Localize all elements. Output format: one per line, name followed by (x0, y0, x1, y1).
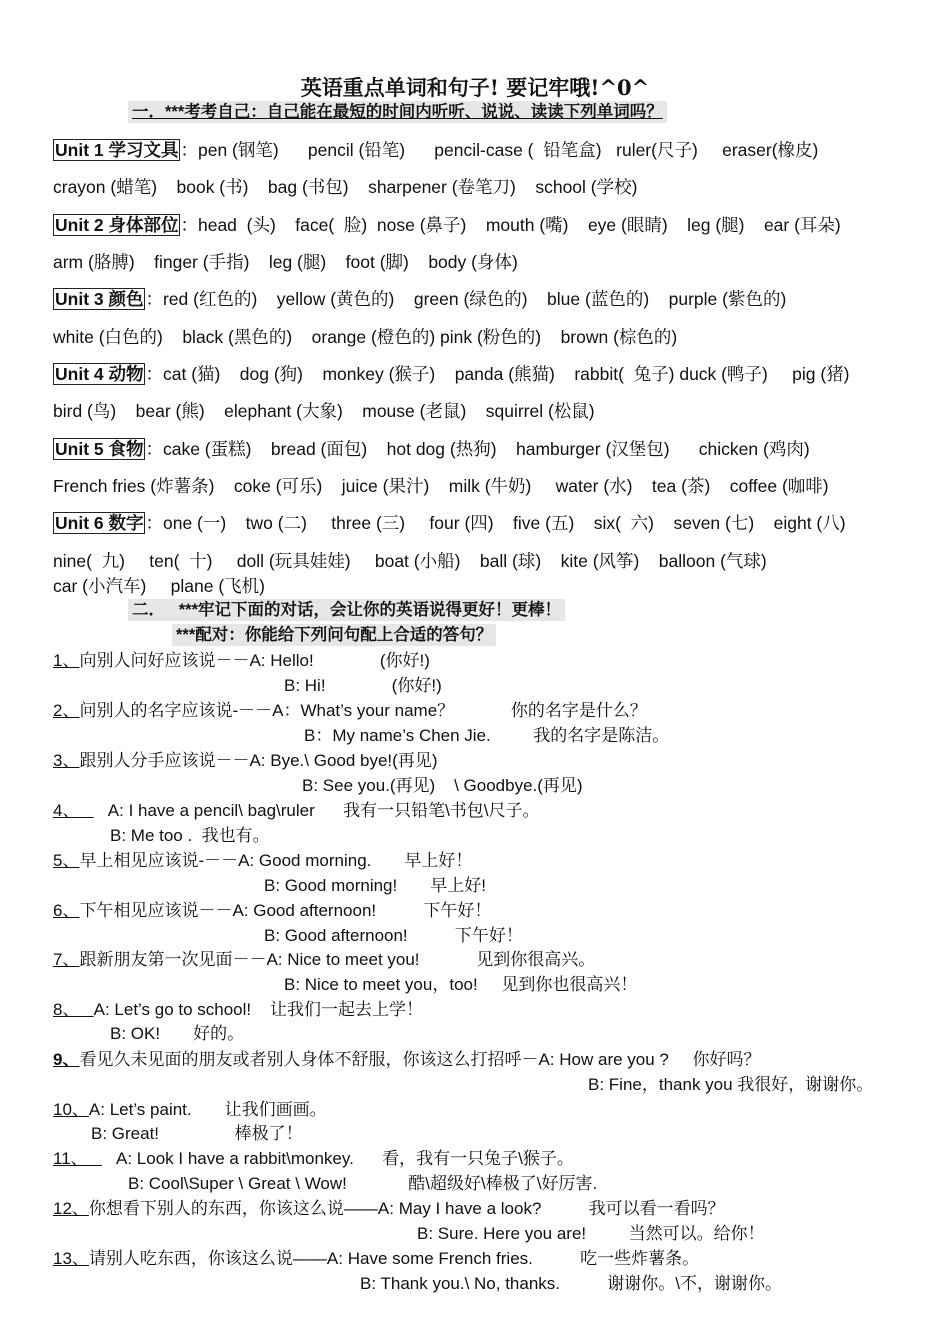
unit5-line1 (53, 438, 810, 460)
unit2-label: Unit 2 身体部位 (55, 215, 179, 235)
dialog8-prompt (53, 998, 423, 1022)
dialog7-question: 跟新朋友第一次见面－－A: Nice to meet you! 见到你很高兴。 (79, 950, 596, 969)
page-title: 英语重点单词和句子! 要记牢哦!^0^ (300, 75, 650, 100)
dialog9-answer: B: Fine，thank you 我很好，谢谢你。 (588, 1075, 874, 1094)
dialog10-num: 10、 (53, 1100, 89, 1119)
dialog12-question: 你想看下别人的东西，你该这么说——A: May I have a look? 我可以看一看吗？ (88, 1199, 725, 1218)
dialog9-num: 9、 (53, 1050, 80, 1069)
unit6-line3: car (小汽车) plane (飞机) (53, 576, 265, 596)
dialog8-question: A: Let’s go to school! 让我们一起去上学！ (93, 1000, 424, 1019)
unit3-line1 (53, 288, 786, 310)
dialog10-answer: B: Great! 棒极了！ (91, 1124, 303, 1143)
dialog4-answer: B: Me too . 我也有。 (110, 826, 270, 845)
dialog12-num: 12、 (53, 1199, 89, 1218)
unit4-label: Unit 4 动物 (55, 364, 144, 384)
dialog13-num: 13、 (53, 1249, 89, 1268)
dialog10-question: A: Let’s paint. 让我们画画。 (88, 1100, 327, 1119)
dialog5-answer: B: Good morning! 早上好! (264, 876, 487, 895)
unit6-words-a: ：one (一) two (二) three (三) four (四) five (五) six( 六) seven (七) eight (八) (145, 513, 846, 533)
dialog3-question: 跟别人分手应该说－－A: Bye.\ Good bye!(再见) (79, 751, 438, 770)
dialog10-prompt (53, 1098, 327, 1122)
unit4-line1 (53, 363, 850, 385)
dialog5-question: 早上相见应该说-－－A: Good morning. 早上好！ (79, 851, 473, 870)
dialog5-num: 5、 (53, 851, 80, 870)
dialog2-answer: B：My name’s Chen Jie. 我的名字是陈洁。 (304, 726, 670, 745)
dialog11-num: 11、 (53, 1149, 102, 1168)
dialog3-answer: B: See you.(再见) \ Goodbye.(再见) (302, 776, 583, 795)
unit6-line2: nine( 九) ten( 十) doll (玩具娃娃) boat (小船) ball (球) kite (风筝) balloon (气球) (53, 551, 767, 571)
dialog11-prompt (53, 1147, 574, 1171)
dialog4-question: A: I have a pencil\ bag\ruler 我有一只铅笔\书包\尺子。 (93, 801, 540, 820)
dialog12-answer: B: Sure. Here you are! 当然可以。给你！ (417, 1224, 765, 1243)
dialog2-num: 2、 (53, 701, 80, 720)
unit2-line1 (53, 214, 841, 236)
dialog1-question: 向别人问好应该说－－A: Hello! (你好!) (79, 651, 430, 670)
dialog1-answer: B: Hi! (你好!) (284, 676, 442, 695)
unit1-line2: crayon (蜡笔) book (书) bag (书包) sharpener (卷笔刀) school (学校) (53, 177, 638, 197)
unit2-words-a: ：head (头) face( 脸) nose (鼻子) mouth (嘴) eye (眼睛) leg (腿) ear (耳朵) (180, 215, 841, 235)
unit5-line2: French fries (炸薯条) coke (可乐) juice (果汁) milk (牛奶) water (水) tea (茶) coffee (咖啡) (53, 476, 829, 496)
dialog11-question: A: Look I have a rabbit\monkey. 看，我有一只兔子\猴子。 (101, 1149, 574, 1168)
section1-heading: 一．***考考自己：自己能在最短的时间内听听、说说、读读下列单词吗？ (128, 101, 667, 123)
dialog3-num: 3、 (53, 751, 80, 770)
dialog6-question: 下午相见应该说－－A: Good afternoon! 下午好！ (79, 901, 492, 920)
unit2-line2: arm (胳膊) finger (手指) leg (腿) foot (脚) body (身体) (53, 252, 518, 272)
section2-heading: 二． ***牢记下面的对话，会让你的英语说得更好！更棒！ (128, 599, 565, 621)
dialog6-num: 6、 (53, 901, 80, 920)
dialog8-answer: B: OK! 好的。 (110, 1024, 245, 1043)
dialog13-answer: B: Thank you.\ No, thanks. 谢谢你。\不，谢谢你。 (360, 1274, 782, 1293)
unit3-line2: white (白色的) black (黑色的) orange (橙色的) pink (粉色的) brown (棕色的) (53, 327, 678, 347)
unit4-line2: bird (鸟) bear (熊) elephant (大象) mouse (老鼠) squirrel (松鼠) (53, 401, 595, 421)
dialog4-prompt (53, 799, 540, 823)
dialog2-question: 问别人的名字应该说-－－A：What’s your name？ 你的名字是什么？ (79, 701, 647, 720)
dialog2-prompt (53, 699, 647, 723)
unit3-label: Unit 3 颜色 (55, 289, 144, 309)
unit6-line1 (53, 512, 846, 534)
dialog8-num: 8、 (53, 1000, 94, 1019)
unit1-label: Unit 1 学习文具 (55, 140, 179, 160)
dialog7-prompt (53, 948, 595, 972)
dialog11-answer: B: Cool\Super \ Great \ Wow! 酷\超级好\棒极了\好厉害. (128, 1174, 598, 1193)
dialog7-num: 7、 (53, 950, 80, 969)
dialog9-prompt (53, 1048, 760, 1072)
dialog7-answer: B: Nice to meet you，too! 见到你也很高兴！ (284, 975, 638, 994)
dialog5-prompt (53, 849, 472, 873)
dialog13-question: 请别人吃东西，你该这么说——A: Have some French fries. 吃一些炸薯条。 (88, 1249, 700, 1268)
section2-subheading: ***配对：你能给下列问句配上合适的答句？ (172, 624, 496, 646)
unit6-label: Unit 6 数字 (55, 513, 144, 533)
dialog6-answer: B: Good afternoon! 下午好！ (264, 926, 523, 945)
unit1-words-a: ：pen (钢笔) pencil (铅笔) pencil-case ( 铅笔盒) ruler(尺子) eraser(橡皮) (180, 140, 819, 160)
unit1-line1 (53, 139, 818, 161)
unit5-words-a: ：cake (蛋糕) bread (面包) hot dog (热狗) hamburger (汉堡包) chicken (鸡肉) (145, 439, 810, 459)
dialog13-prompt (53, 1247, 699, 1271)
unit3-words-a: ：red (红色的) yellow (黄色的) green (绿色的) blue (蓝色的) purple (紫色的) (145, 289, 787, 309)
dialog4-num: 4、 (53, 801, 94, 820)
dialog1-num: 1、 (53, 651, 80, 670)
unit4-words-a: ：cat (猫) dog (狗) monkey (猴子) panda (熊猫) rabbit( 兔子) duck (鸭子) pig (猪) (145, 364, 850, 384)
dialog12-prompt (53, 1197, 725, 1221)
dialog6-prompt (53, 899, 491, 923)
dialog9-question: 看见久未见面的朋友或者别人身体不舒服，你该这么打招呼－A: How are you ? 你好吗？ (79, 1050, 761, 1069)
unit5-label: Unit 5 食物 (55, 439, 144, 459)
dialog1-prompt (53, 649, 430, 673)
dialog3-prompt (53, 749, 437, 773)
